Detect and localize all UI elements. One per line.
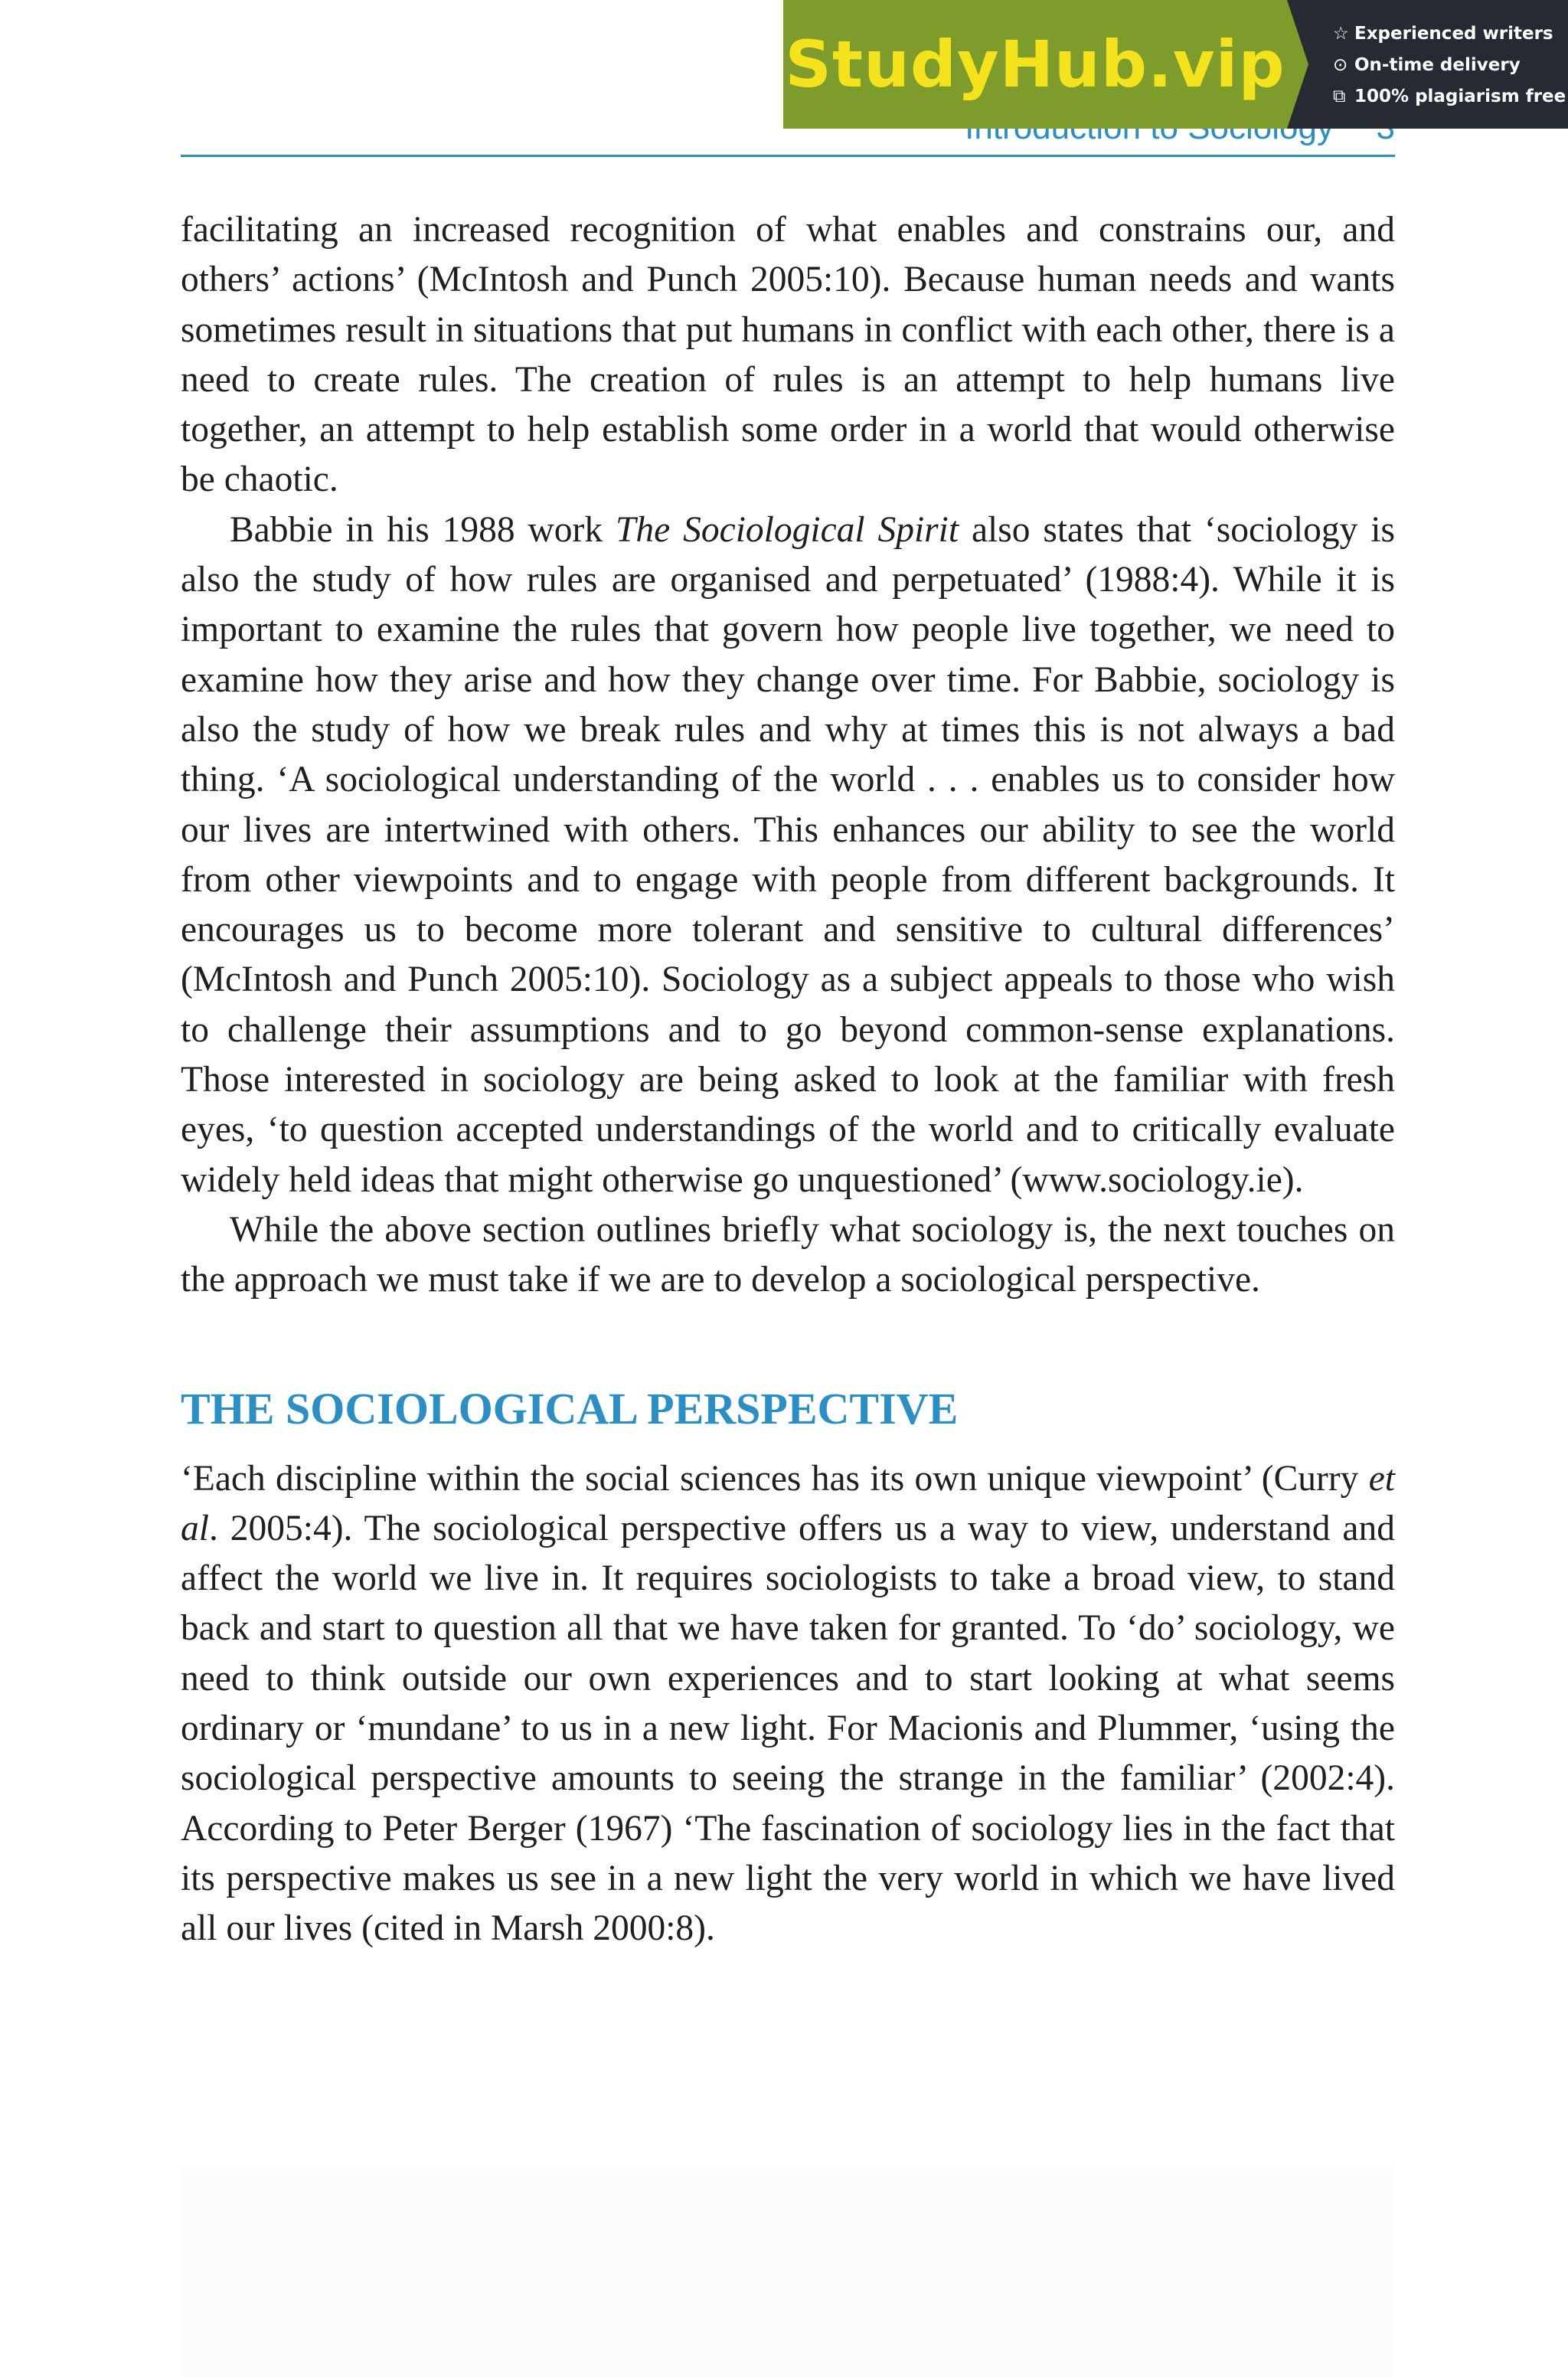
babbie-text-start: Babbie in his 1988 work [230,509,616,550]
babbie-text-rest: also states that ‘sociology is also the study of how rules are organised and perpetuated’ (1988:4). While it is important to examine the rules that govern how people live together, we need to examine how they arise and how they change over time. For Babbie, sociology is also the study of how we break rules and why at times this is not always a bad thing. ‘A sociological understanding of the world . . . enables us to consider how our lives are intertwined with others. This enhances our ability to see the world from other viewpoints and to engage with people from different backgrounds. It encourages us to become more tolerant and sensitive to cultural differences’ (McIntosh and Punch 2005:10). Sociology as a subject appeals to those who wish to challenge their assumptions and to go beyond common-sense explanations. Those interested in sociology are being asked to look at the familiar with fresh eyes, ‘to question accepted understandings of the world and to critically evaluate widely held ideas that might otherwise go unquestioned’ (www.sociology.ie). [181,509,1395,1200]
ad-feature-item [1333,18,1568,50]
ad-feature-text: Experienced writers [1354,24,1553,44]
clock-icon: ⊙ [1333,55,1348,75]
ad-banner[interactable] [783,0,1568,129]
page-body [181,205,1395,1954]
ad-logo[interactable] [783,0,1287,129]
ad-arrow-shape [1287,0,1308,129]
star-outline-icon: ☆ [1333,24,1349,44]
perspective-text-start: ‘Each discipline within the social sciences has its own unique viewpoint’ (Curry [181,1458,1369,1499]
ad-feature-text: On-time delivery [1354,55,1521,75]
section-heading: THE SOCIOLOGICAL PERSPECTIVE [181,1383,959,1434]
paragraph-perspective [181,1454,1395,1954]
ad-feature-item [1333,81,1568,113]
et-al-italic: et al [181,1458,1395,1548]
ad-feature-list [1287,0,1568,129]
ad-logo-text: StudyHub.vip [785,27,1285,102]
perspective-text-rest: . 2005:4). The sociological perspective offers us a way to view, understand and affect the world we live in. It requires sociologists to take a broad view, to stand back and start to question all that we have taken for granted. To ‘do’ sociology, we need to think outside our own experiences and to start looking at what seems ordinary or ‘mundane’ to us in a new light. For Macionis and Plummer, ‘using the sociological perspective amounts to seeing the strange in the familiar’ (2002:4). According to Peter Berger (1967) ‘The fascination of sociology lies in the fact that its perspective makes us see in a new light the very world in which we have lived all our lives (cited in Marsh 2000:8). [181,1508,1395,1949]
ad-feature-item [1333,50,1568,81]
paragraph-babbie [181,505,1395,1205]
paragraph-rules: facilitating an increased recognition of what enables and constrains our, and others’ actions’ (McIntosh and Punch 2005:10). Because human needs and wants sometimes result in situations that put humans in conflict with each other, there is a need to create rules. The creation of rules is an attempt to help humans live together, an attempt to help establish some order in a world that would otherwise be chaotic. [181,210,1395,500]
ad-feature-text: 100% plagiarism free [1354,87,1566,106]
paragraph-transition: While the above section outlines briefly what sociology is, the next touches on the approach we must take if we are to develop a sociological perspective. [181,1209,1395,1300]
page-shade [181,2167,1395,2377]
document-check-icon: ⧉ [1333,87,1346,106]
book-title: The Sociological Spirit [616,509,959,550]
